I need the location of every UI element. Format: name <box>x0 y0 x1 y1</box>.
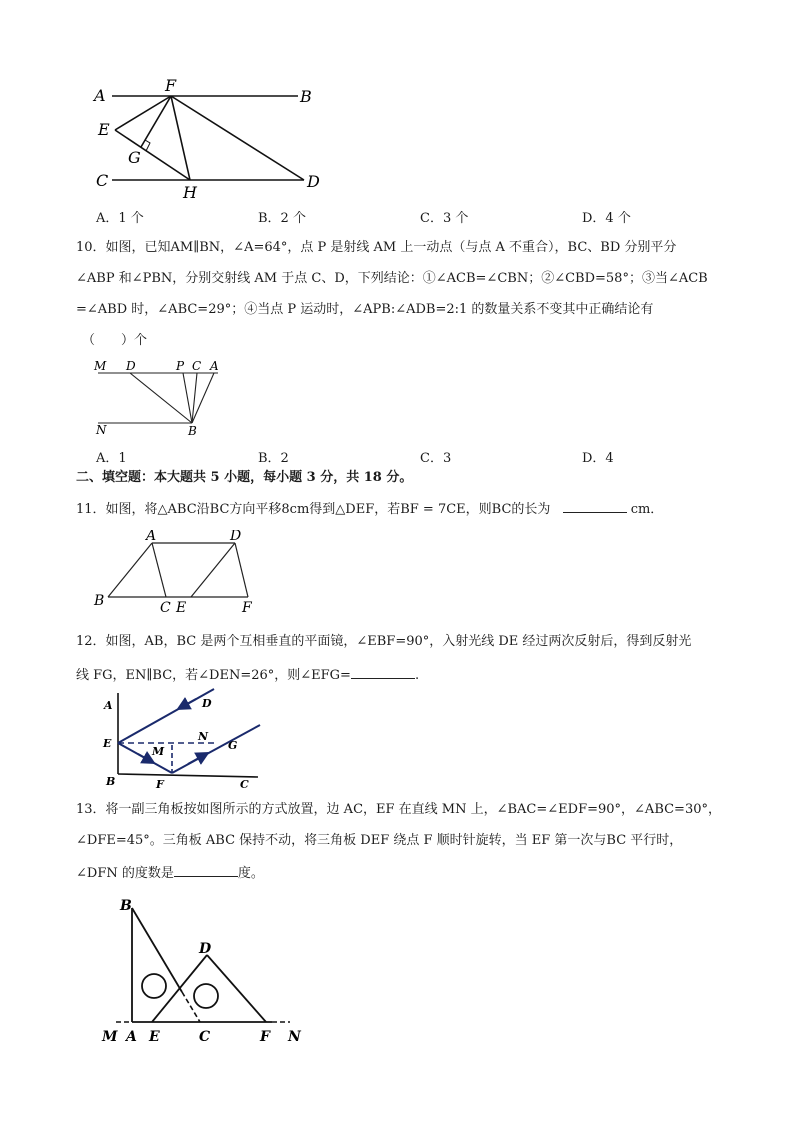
label-a: A <box>94 86 106 105</box>
label-n: N <box>96 423 107 437</box>
label-e: E <box>149 1029 160 1045</box>
label-m: M <box>94 359 107 373</box>
label-n: N <box>198 730 209 743</box>
q10-text-line1: 10．如图，已知AM∥BN，∠A=64°，点 P 是射线 AM 上一动点（与点 A 不重合），BC、BD 分别平分 <box>76 240 677 255</box>
segment-ab <box>192 373 214 423</box>
label-p: P <box>176 359 185 373</box>
label-c: C <box>199 1029 211 1045</box>
segment-eh <box>115 130 190 180</box>
label-h: H <box>183 183 197 202</box>
q11-unit: cm． <box>630 502 664 517</box>
label-b: B <box>120 898 132 914</box>
ray-fg <box>172 725 260 773</box>
q11-figure <box>90 530 270 616</box>
q10-text-line2: ∠ABP 和∠PBN，分别交射线 AM 于点 C、D，下列结论：①∠ACB=∠CBN；②∠CBD=58°；③当∠ACB <box>76 271 708 286</box>
segment-db <box>130 373 192 423</box>
q12-text-line2 <box>76 666 419 684</box>
label-b: B <box>94 593 105 609</box>
label-g: G <box>228 739 238 752</box>
label-b: B <box>188 424 197 438</box>
segment-cb <box>192 373 197 423</box>
label-c: C <box>192 359 202 373</box>
q13-stem: ∠DFN 的度数是 <box>76 866 174 881</box>
edge-bc-solid <box>132 908 182 992</box>
segment-de <box>191 543 235 597</box>
segment-ab <box>108 543 152 597</box>
q10-figure <box>90 357 230 439</box>
q9-option-a[interactable]: A．1 个 <box>96 211 144 226</box>
label-b: B <box>300 87 312 106</box>
q13-text-line1: 13．将一副三角板按如图所示的方式放置，边 AC，EF 在直线 MN 上，∠BAC=∠EDF=90°，∠ABC=30°， <box>76 802 721 817</box>
q9-option-c[interactable]: C．3 个 <box>420 211 469 226</box>
q13-text-line3 <box>76 864 264 882</box>
q13-unit: 度。 <box>237 866 264 881</box>
q13-text-line2: ∠DFE=45°。三角板 ABC 保持不动，将三角板 DEF 绕点 F 顺时针旋转，当 EF 第一次与BC 平行时， <box>76 833 683 848</box>
ray-de-arrow <box>178 699 196 709</box>
label-e: E <box>176 600 187 616</box>
segment-fh <box>171 96 190 180</box>
label-m: M <box>102 1029 118 1045</box>
label-c: C <box>240 778 249 791</box>
edge-bc-dashed <box>182 992 200 1022</box>
hole-abc <box>142 974 166 998</box>
right-angle-mark <box>145 140 150 151</box>
segment-df <box>235 543 248 597</box>
segment-fd <box>171 96 304 180</box>
q10-text-line4: （ ）个 <box>82 333 148 348</box>
label-d: D <box>199 941 212 957</box>
label-d: D <box>126 359 136 373</box>
q12-stem: 线 FG，EN∥BC，若∠DEN=26°，则∠EFG= <box>76 668 351 683</box>
q10-text-line3: =∠ABD 时，∠ABC=29°；④当点 P 运动时，∠APB:∠ADB=2:1 的数量关系不变其中正确结论有 <box>76 302 654 317</box>
q10-option-c[interactable]: C．3 <box>420 451 452 466</box>
label-f: F <box>165 76 177 95</box>
label-d: D <box>230 530 242 544</box>
label-a: A <box>210 359 219 373</box>
label-a: A <box>104 699 113 712</box>
label-n: N <box>288 1029 301 1045</box>
label-f: F <box>242 600 252 616</box>
q10-option-d[interactable]: D．4 <box>582 451 614 466</box>
q9-figure <box>88 74 328 204</box>
segment-fe <box>115 96 171 130</box>
label-e: E <box>103 737 112 750</box>
segment-pb <box>183 373 192 423</box>
q13-answer-blank[interactable] <box>174 864 238 877</box>
q11-text <box>76 500 663 518</box>
label-a: A <box>146 530 157 544</box>
q11-answer-blank[interactable] <box>563 500 627 513</box>
label-g: G <box>128 148 141 167</box>
q12-answer-blank[interactable] <box>351 666 415 679</box>
q9-option-d[interactable]: D．4 个 <box>582 211 631 226</box>
label-b: B <box>106 775 116 788</box>
label-d: D <box>307 172 320 191</box>
q12-period: . <box>414 668 420 683</box>
q13-figure <box>96 894 316 1048</box>
label-e: E <box>98 120 110 139</box>
label-f: F <box>156 778 164 791</box>
q10-option-b[interactable]: B．2 <box>258 451 289 466</box>
q12-figure <box>100 687 270 791</box>
label-c: C <box>96 171 109 190</box>
q12-text-line1: 12．如图，AB，BC 是两个互相垂直的平面镜，∠EBF=90°，入射光线 DE 经过两次反射后，得到反射光 <box>76 634 692 649</box>
segment-fg <box>141 96 171 147</box>
label-c: C <box>160 600 171 616</box>
label-a: A <box>126 1029 137 1045</box>
q10-option-a[interactable]: A．1 <box>96 451 127 466</box>
section-heading: 二、填空题：本大题共 5 小题，每小题 3 分，共 18 分。 <box>76 470 413 485</box>
hole-def <box>194 984 218 1008</box>
label-d: D <box>202 697 212 710</box>
label-f: F <box>260 1029 270 1045</box>
mirror-bc <box>118 774 258 777</box>
ray-fg-arrow <box>188 753 208 764</box>
edge-de <box>152 955 207 1022</box>
q11-stem: 11．如图，将△ABC沿BC方向平移8cm得到△DEF，若BF = 7CE，则BC的长为 <box>76 502 551 517</box>
label-m: M <box>152 745 165 758</box>
q9-option-b[interactable]: B．2 个 <box>258 211 306 226</box>
segment-ac <box>152 543 166 597</box>
